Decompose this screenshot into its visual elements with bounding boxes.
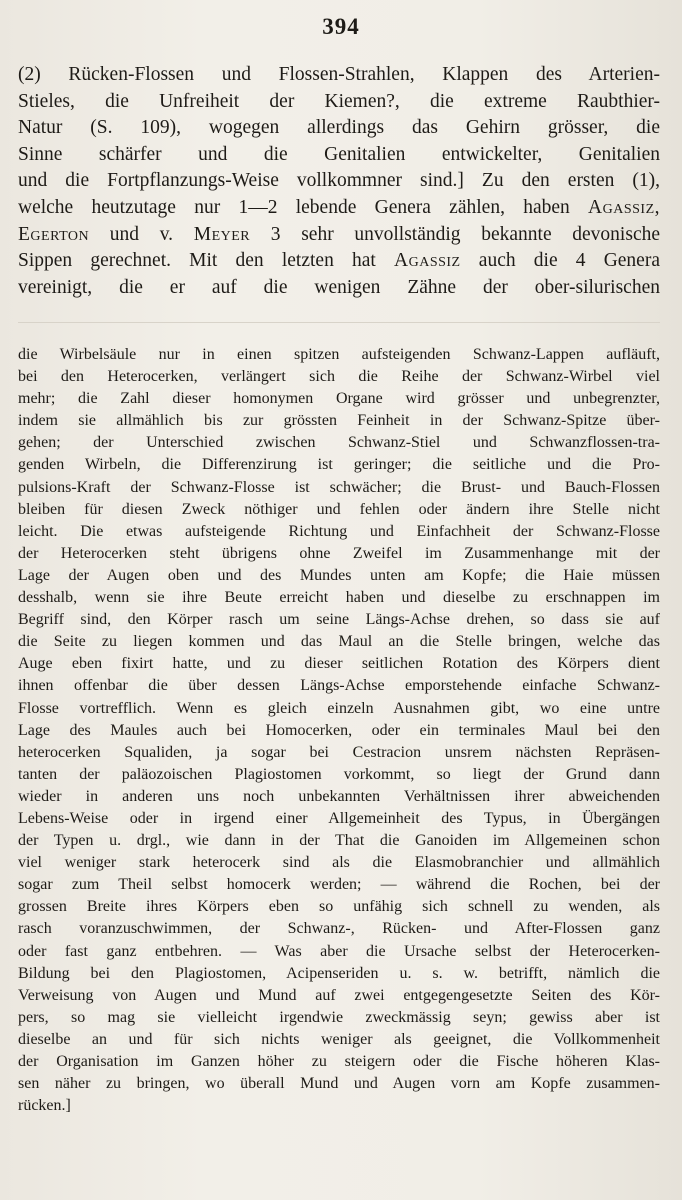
footnote-divider	[18, 322, 660, 323]
footnote-line: leicht. Die etwas aufsteigende Richtung und Einfachheit der Schwanz-Flosse	[18, 522, 660, 540]
footnote-line: dieselbe an und für sich nichts weniger als geeignet, die Vollkommenheit	[18, 1030, 660, 1048]
footnote-line: sen näher zu bringen, wo überall Mund und Augen vorn am Kopfe zusammen-	[18, 1075, 660, 1093]
main-line: Natur (S. 109), wogegen allerdings das Gehirn grösser, die	[18, 117, 660, 139]
footnote-line: bleiben für diesen Zweck nöthiger und fehlen oder ändern ihre Stelle nicht	[18, 500, 660, 518]
footnote-line: die Seite zu liegen kommen und das Maul an die Stelle bringen, welche das	[18, 633, 660, 651]
main-text	[18, 62, 660, 301]
main-line	[18, 195, 660, 222]
footnote-line: oder fast ganz entbehren. — Was aber die Ursache selbst der Heterocerken-	[18, 942, 660, 960]
main-line	[18, 222, 660, 249]
footnote-line: Begriff sind, den Körper rasch um seine Längs-Achse drehen, so dass sie auf	[18, 611, 660, 629]
footnote-line: Lebens-Weise oder in irgend einer Allgemeinheit des Typus, in Übergängen	[18, 809, 660, 827]
footnote-line: der Typen u. drgl., wie dann in der That die Ganoiden im Allgemeinen schon	[18, 832, 660, 850]
footnote-line: gehen; der Unterschied zwischen Schwanz-Stiel und Schwanzflossen-tra-	[18, 434, 660, 452]
footnote-text	[18, 344, 660, 1117]
footnote-line: Verweisung von Augen und Mund auf zwei entgegengesetzte Seiten des Kör-	[18, 986, 660, 1004]
author-name: Egerton	[18, 223, 90, 245]
main-line-text: auch die 4 Genera	[460, 250, 660, 272]
page-number: 394	[322, 14, 360, 39]
footnote-line: viel weniger stark heterocerk sind als die Elasmobranchier und allmählich	[18, 854, 660, 872]
main-line: und die Fortpflanzungs-Weise vollkommner sind.] Zu den ersten (1),	[18, 170, 660, 192]
main-line-text: und v.	[89, 223, 194, 245]
footnote-line: indem sie allmählich bis zur grössten Feinheit in der Schwanz-Spitze über-	[18, 412, 660, 430]
footnote-line: rücken.]	[18, 1097, 71, 1115]
footnote-line: Auge eben fixirt hatte, und zu dieser seitlichen Rotation des Körpers dient	[18, 655, 660, 673]
footnote-line: genden Wirbeln, die Differenzirung ist geringer; die seitliche und die Pro-	[18, 456, 660, 474]
author-name: Agassiz	[394, 250, 461, 272]
footnote-line: bei den Heterocerken, verlängert sich die Reihe der Schwanz-Wirbel viel	[18, 368, 660, 386]
footnote-line: sogar zum Theil selbst homocerk werden; — während die Rochen, bei der	[18, 876, 660, 894]
footnote-line: rasch voranzuschwimmen, der Schwanz-, Rücken- und After-Flossen ganz	[18, 920, 660, 938]
author-name: Meyer	[193, 223, 251, 245]
footnote-line: der Organisation im Ganzen höher zu steigern oder die Fische höheren Klas-	[18, 1053, 660, 1070]
footnote-line: pulsions-Kraft der Schwanz-Flosse ist schwächer; die Brust- und Bauch-Flossen	[18, 478, 660, 496]
main-line: vereinigt, die er auf die wenigen Zähne der ober-silurischen	[18, 276, 660, 298]
footnote-line: mehr; die Zahl dieser homonymen Organe wird grösser und unbegrenzter,	[18, 390, 660, 408]
author-name: Agassiz,	[588, 196, 660, 218]
footnote-line: Lage der Augen oben und des Mundes unten am Kopfe; die Haie müssen	[18, 566, 660, 584]
footnote-line: desshalb, wenn sie ihre Beute erreicht haben und dieselbe zu erschnappen im	[18, 589, 660, 607]
main-line: Sinne schärfer und die Genitalien entwickelter, Genitalien	[18, 143, 660, 165]
footnote-line: tanten der paläozoischen Plagiostomen vorkommt, so liegt der Grund dann	[18, 765, 660, 783]
main-line-text: Sippen gerechnet. Mit den letzten hat	[18, 250, 395, 272]
footnote-line: Lage des Maules auch bei Homocerken, oder ein terminales Maul bei den	[18, 721, 660, 739]
footnote-line: grossen Breite ihres Körpers eben so unfähig sich schnell zu wenden, als	[18, 898, 660, 916]
footnote-line: wieder in anderen uns noch unbekannten Verhältnissen ihrer abweichenden	[18, 787, 660, 805]
footnote-line: die Wirbelsäule nur in einen spitzen aufsteigenden Schwanz-Lappen aufläuft,	[18, 346, 660, 363]
main-line	[18, 248, 660, 275]
footnote-line: Flosse vortrefflich. Wenn es gleich einzeln Ausnahmen gibt, wo eine untre	[18, 699, 660, 717]
main-line: (2) Rücken-Flossen und Flossen-Strahlen, Klappen des Arterien-	[18, 64, 660, 85]
footnote-line: heterocerken Squaliden, ja sogar bei Cestracion unsrem nächsten Repräsen-	[18, 743, 660, 761]
main-line: Stieles, die Unfreiheit der Kiemen?, die extreme Raubthier-	[18, 90, 660, 112]
footnote-line: ihnen offenbar die über dessen Längs-Achse emporstehende einfache Schwanz-	[18, 677, 660, 695]
footnote-line: pers, so mag sie vielleicht irgendwie zweckmässig seyn; gewiss aber ist	[18, 1008, 660, 1026]
footnote-line: Bildung bei den Plagiostomen, Acipenseriden u. s. w. betrifft, nämlich die	[18, 964, 660, 982]
footnote-line: der Heterocerken steht übrigens ohne Zweifel im Zusammenhange mit der	[18, 544, 660, 562]
main-line-text: 3 sehr unvollständig bekannte devonische	[250, 223, 661, 245]
main-line-text: welche heutzutage nur 1—2 lebende Genera zählen, haben	[18, 196, 589, 218]
